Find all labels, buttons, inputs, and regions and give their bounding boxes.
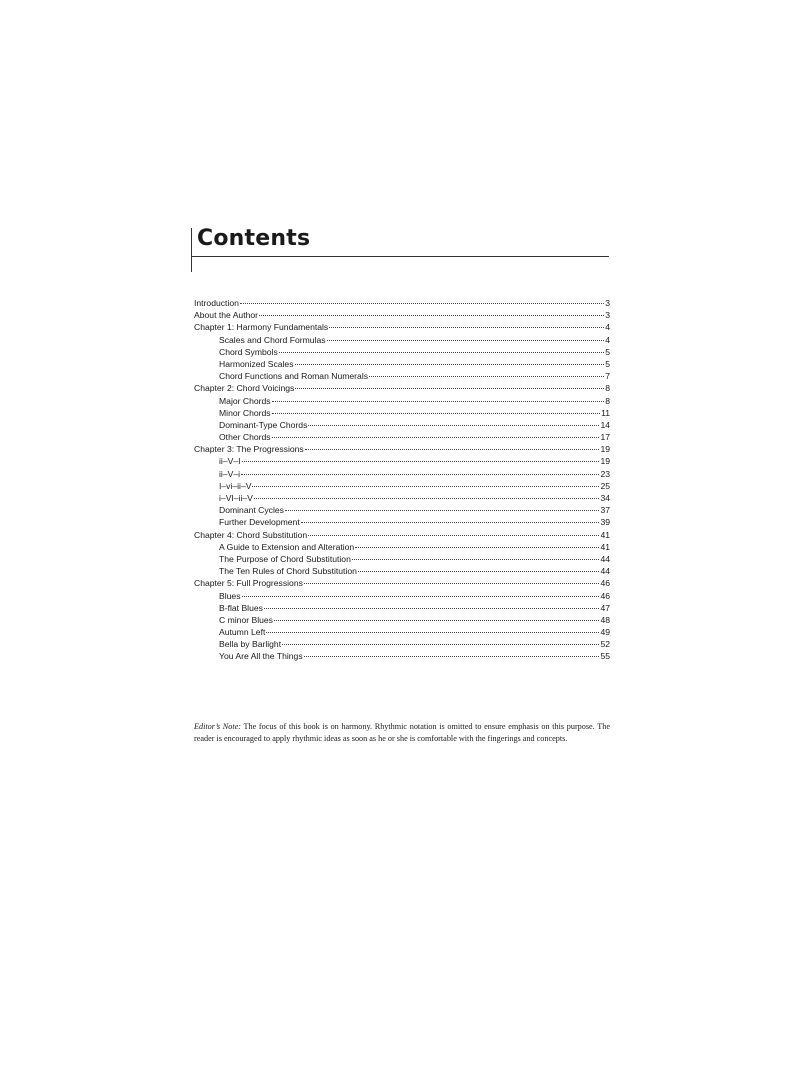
- toc-dot-leader: [266, 631, 599, 633]
- toc-dot-leader: [327, 339, 605, 341]
- toc-entry-label: Minor Chords: [219, 407, 271, 418]
- toc-subentry[interactable]: [194, 602, 610, 614]
- toc-subentry[interactable]: [194, 504, 610, 516]
- toc-dot-leader: [304, 655, 600, 657]
- toc-dot-leader: [272, 412, 600, 414]
- toc-subentry[interactable]: [194, 626, 610, 638]
- toc-page-number: 5: [605, 358, 610, 369]
- toc-entry[interactable]: [194, 443, 610, 455]
- toc-entry-label: B-flat Blues: [219, 602, 263, 613]
- toc-entry[interactable]: [194, 321, 610, 333]
- toc-dot-leader: [254, 497, 600, 499]
- toc-subentry[interactable]: [194, 614, 610, 626]
- toc-page-number: 5: [605, 346, 610, 357]
- toc-subentry[interactable]: [194, 370, 610, 382]
- toc-subentry[interactable]: [194, 638, 610, 650]
- toc-page-number: 55: [600, 651, 610, 662]
- toc-dot-leader: [352, 558, 600, 560]
- toc-page-number: 41: [600, 541, 610, 552]
- toc-dot-leader: [272, 400, 605, 402]
- toc-entry-label: Scales and Chord Formulas: [219, 334, 326, 345]
- toc-dot-leader: [241, 473, 599, 475]
- toc-page-number: 46: [600, 590, 610, 601]
- toc-dot-leader: [295, 387, 604, 389]
- toc-subentry[interactable]: [194, 407, 610, 419]
- toc-entry-label: About the Author: [194, 310, 259, 321]
- toc-entry-label: ii–V–i: [219, 468, 241, 479]
- toc-subentry[interactable]: [194, 346, 610, 358]
- toc-entry-label: Bella by Barlight: [219, 639, 282, 650]
- title-horizontal-rule: [191, 256, 609, 257]
- toc-entry-label: Chord Functions and Roman Numerals: [219, 371, 369, 382]
- toc-dot-leader: [240, 302, 604, 304]
- toc-entry[interactable]: [194, 309, 610, 321]
- toc-page-number: 4: [605, 334, 610, 345]
- toc-dot-leader: [295, 363, 605, 365]
- toc-subentry[interactable]: [194, 650, 610, 662]
- toc-entry-label: Chord Symbols: [219, 346, 278, 357]
- toc-subentry[interactable]: [194, 492, 610, 504]
- toc-page-number: 47: [600, 602, 610, 613]
- toc-dot-leader: [355, 546, 599, 548]
- toc-entry-label: The Ten Rules of Chord Substitution: [219, 566, 357, 577]
- toc-page-number: 23: [600, 468, 610, 479]
- toc-page-number: 4: [605, 322, 610, 333]
- toc-entry-label: Chapter 1: Harmony Fundamentals: [194, 322, 329, 333]
- toc-entry-label: Chapter 2: Chord Voicings: [194, 383, 295, 394]
- editors-note-label: Editor’s Note:: [194, 722, 241, 731]
- toc-page-number: 37: [600, 505, 610, 516]
- toc-subentry[interactable]: [194, 431, 610, 443]
- toc-dot-leader: [304, 582, 600, 584]
- toc-page-number: 3: [605, 310, 610, 321]
- toc-page-number: 48: [600, 614, 610, 625]
- toc-subentry[interactable]: [194, 334, 610, 346]
- toc-dot-leader: [272, 436, 600, 438]
- toc-entry[interactable]: [194, 382, 610, 394]
- toc-entry-label: Chapter 3: The Progressions: [194, 444, 304, 455]
- editors-note-text: The focus of this book is on harmony. Rhythmic notation is omitted to ensure emphasis on this purpose. The reader is encouraged to apply rhythmic ideas as soon as he or she is comfortable with the fingerings and concepts.: [194, 722, 611, 744]
- toc-entry-label: Major Chords: [219, 395, 271, 406]
- toc-dot-leader: [305, 448, 600, 450]
- toc-page-number: 46: [600, 578, 610, 589]
- toc-dot-leader: [285, 509, 599, 511]
- toc-page-number: 34: [600, 493, 610, 503]
- toc-entry-label: Other Chords: [219, 432, 271, 443]
- toc-entry-label: Introduction: [194, 298, 239, 308]
- toc-entry-label: Dominant Cycles: [219, 505, 284, 516]
- toc-subentry[interactable]: [194, 565, 610, 577]
- toc-subentry[interactable]: [194, 590, 610, 602]
- toc-page-number: 44: [600, 553, 610, 564]
- toc-subentry[interactable]: [194, 419, 610, 431]
- toc-dot-leader: [242, 460, 600, 462]
- toc-entry-label: Chapter 5: Full Progressions: [194, 578, 303, 589]
- toc-dot-leader: [301, 521, 600, 523]
- toc-dot-leader: [252, 485, 599, 487]
- editors-note: [194, 721, 610, 746]
- toc-entry[interactable]: [194, 577, 610, 589]
- toc-dot-leader: [279, 351, 604, 353]
- toc-entry-label: ii–V–I: [219, 456, 241, 467]
- toc-page-number: 19: [600, 444, 610, 455]
- toc-entry-label: i–VI–ii–V: [219, 493, 253, 503]
- toc-entry-label: Harmonized Scales: [219, 358, 294, 369]
- toc-subentry[interactable]: [194, 358, 610, 370]
- toc-entry[interactable]: [194, 297, 610, 309]
- toc-page-number: 14: [600, 419, 610, 430]
- toc-page-number: 52: [600, 639, 610, 650]
- toc-subentry[interactable]: [194, 553, 610, 565]
- toc-subentry[interactable]: [194, 516, 610, 528]
- toc-page-number: 41: [600, 529, 610, 540]
- toc-dot-leader: [369, 375, 604, 377]
- toc-entry-label: Blues: [219, 590, 241, 601]
- toc-dot-leader: [329, 326, 604, 328]
- toc-entry-label: Dominant-Type Chords: [219, 419, 308, 430]
- toc-page-number: 49: [600, 627, 610, 638]
- toc-dot-leader: [308, 534, 599, 536]
- toc-page-number: 39: [600, 517, 610, 528]
- toc-subentry[interactable]: [194, 455, 610, 467]
- title-vertical-rule: [191, 228, 192, 272]
- toc-entry-label: The Purpose of Chord Substitution: [219, 553, 351, 564]
- page-title: Contents: [197, 226, 311, 251]
- toc-dot-leader: [308, 424, 599, 426]
- toc-page-number: 7: [605, 371, 610, 382]
- toc-dot-leader: [242, 595, 600, 597]
- toc-page-number: 19: [600, 456, 610, 467]
- toc-page-number: 8: [605, 383, 610, 394]
- toc-dot-leader: [259, 314, 604, 316]
- toc-page-number: 44: [600, 566, 610, 577]
- toc-page-number: 8: [605, 395, 610, 406]
- toc-subentry[interactable]: [194, 541, 610, 553]
- toc-page-number: 25: [600, 480, 610, 491]
- toc-subentry[interactable]: [194, 468, 610, 480]
- toc-entry-label: Chapter 4: Chord Substitution: [194, 529, 308, 540]
- toc-entry-label: A Guide to Extension and Alteration: [219, 541, 355, 552]
- toc-dot-leader: [274, 619, 599, 621]
- toc-subentry[interactable]: [194, 395, 610, 407]
- toc-entry[interactable]: [194, 529, 610, 541]
- toc-dot-leader: [264, 607, 599, 609]
- toc-entry-label: C minor Blues: [219, 614, 273, 625]
- toc-entry-label: Further Development: [219, 517, 300, 528]
- toc-subentry[interactable]: [194, 480, 610, 492]
- toc-page-number: 17: [600, 432, 610, 443]
- toc-entry-label: Autumn Left: [219, 627, 266, 638]
- toc-dot-leader: [282, 643, 599, 645]
- toc-entry-label: I–vi–ii–V: [219, 480, 252, 491]
- toc-entry-label: You Are All the Things: [219, 651, 303, 662]
- toc-page-number: 11: [601, 407, 610, 418]
- toc-dot-leader: [358, 570, 600, 572]
- toc-page-number: 3: [605, 298, 610, 308]
- table-of-contents: [194, 297, 610, 663]
